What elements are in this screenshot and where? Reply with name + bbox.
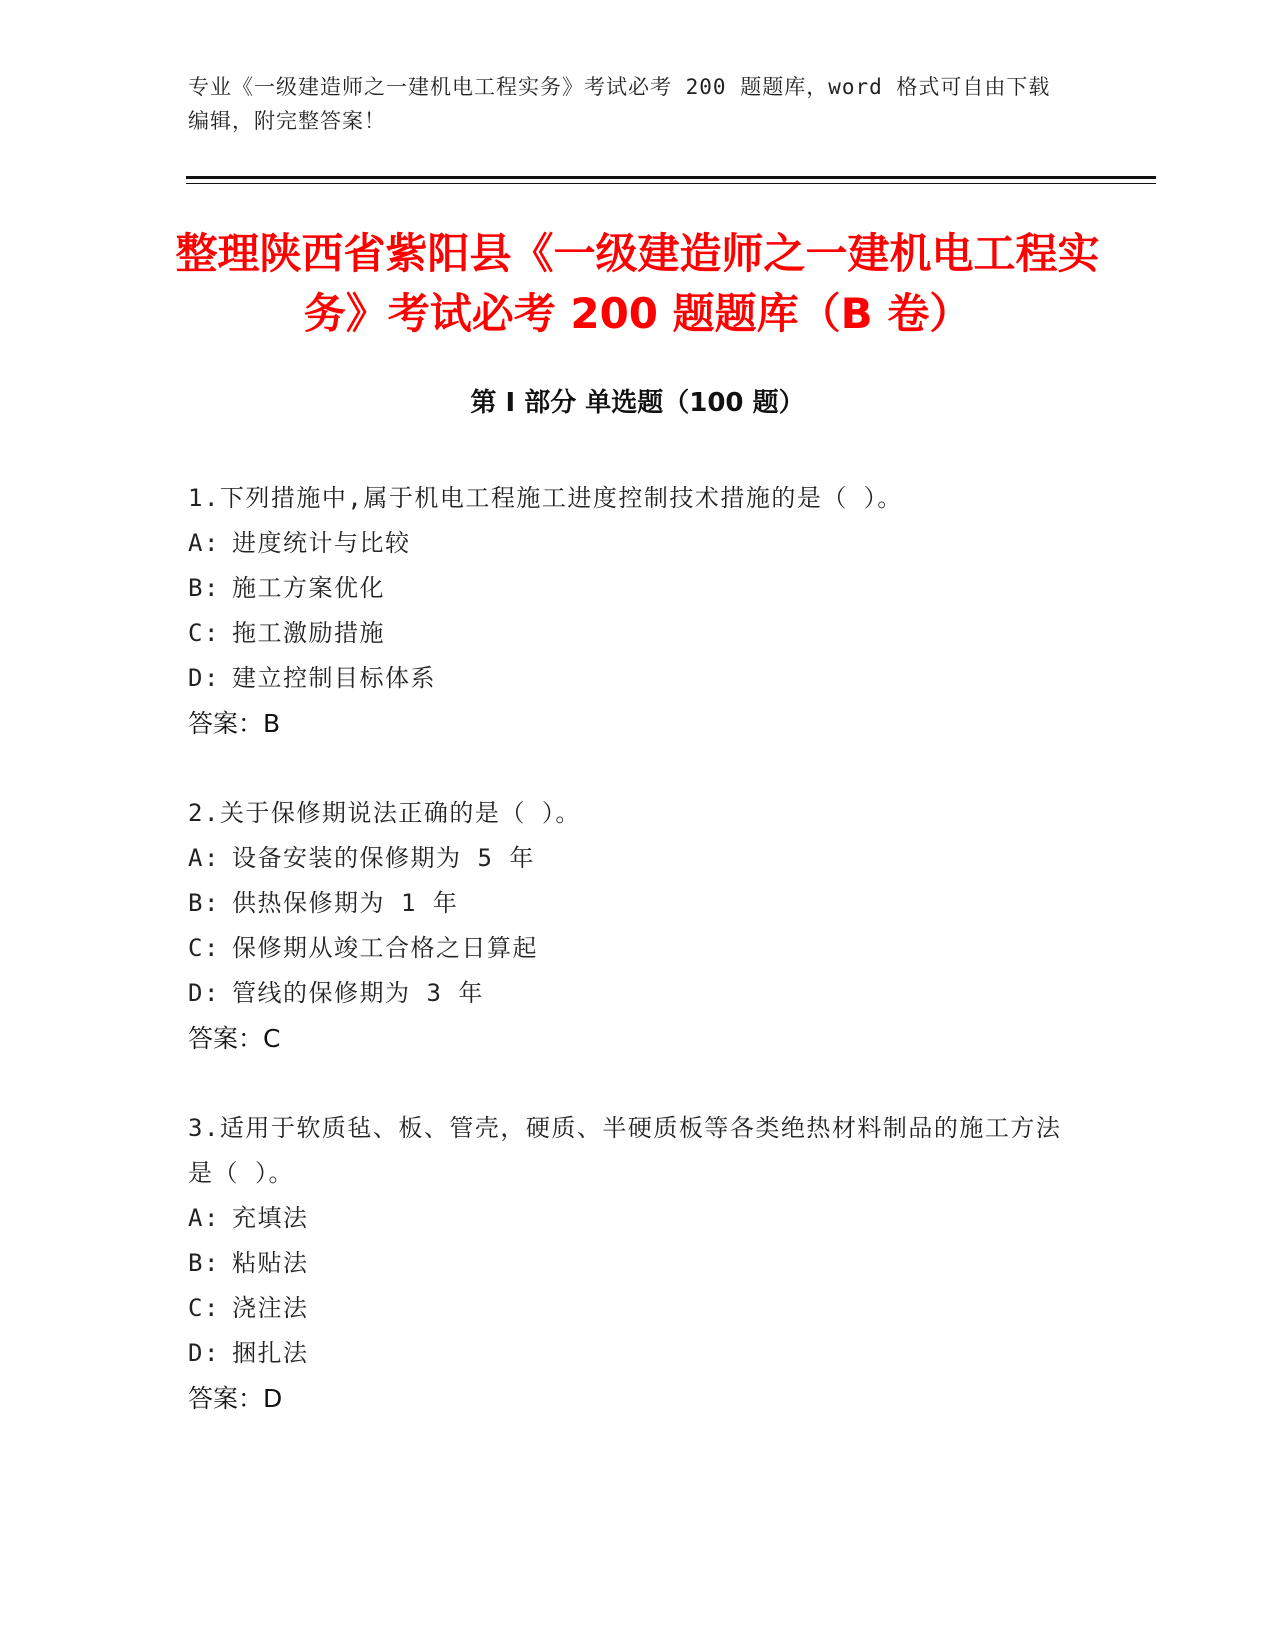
option-letter: B: — [188, 574, 220, 602]
answer: 答案：D — [188, 1384, 283, 1413]
answer: 答案：B — [188, 709, 281, 738]
option-text: 保修期从竣工合格之日算起 — [232, 934, 538, 962]
option-d — [188, 1331, 1068, 1376]
option-letter: A: — [188, 1204, 220, 1232]
option-c — [188, 926, 1068, 971]
option-text: 供热保修期为 1 年 — [232, 889, 459, 917]
question-2 — [188, 791, 1068, 1062]
option-b — [188, 566, 1068, 611]
option-text: 捆扎法 — [232, 1339, 309, 1367]
option-d — [188, 971, 1068, 1016]
header-divider-thin — [186, 183, 1156, 184]
option-text: 充填法 — [232, 1204, 309, 1232]
header-note: 专业《一级建造师之一建机电工程实务》考试必考 200 题题库，word 格式可自由下载编辑，附完整答案！ — [188, 75, 1051, 133]
option-letter: B: — [188, 889, 220, 917]
question-3 — [188, 1106, 1068, 1422]
option-b — [188, 1241, 1068, 1286]
option-letter: D: — [188, 979, 220, 1007]
option-letter: B: — [188, 1249, 220, 1277]
option-letter: D: — [188, 1339, 220, 1367]
option-text: 施工方案优化 — [232, 574, 385, 602]
question-1 — [188, 476, 1068, 747]
option-c — [188, 611, 1068, 656]
question-list — [188, 476, 1068, 1466]
option-text: 进度统计与比较 — [232, 529, 411, 557]
option-letter: D: — [188, 664, 220, 692]
option-a — [188, 1196, 1068, 1241]
answer: 答案：C — [188, 1024, 281, 1053]
option-b — [188, 881, 1068, 926]
question-stem: 3.适用于软质毡、板、管壳，硬质、半硬质板等各类绝热材料制品的施工方法是（ ）。 — [188, 1114, 1062, 1187]
section-title: 第 I 部分 单选题（100 题） — [470, 388, 805, 418]
option-text: 粘贴法 — [232, 1249, 309, 1277]
header-divider-thick — [186, 176, 1156, 179]
question-stem: 2.关于保修期说法正确的是（ ）。 — [188, 799, 581, 827]
option-c — [188, 1286, 1068, 1331]
option-a — [188, 521, 1068, 566]
option-letter: C: — [188, 619, 220, 647]
option-text: 管线的保修期为 3 年 — [232, 979, 484, 1007]
question-stem: 1.下列措施中,属于机电工程施工进度控制技术措施的是（ ）。 — [188, 484, 903, 512]
option-a — [188, 836, 1068, 881]
document-title: 整理陕西省紫阳县《一级建造师之一建机电工程实务》考试必考 200 题题库（B 卷） — [175, 229, 1100, 338]
option-d — [188, 656, 1068, 701]
option-letter: A: — [188, 529, 220, 557]
option-text: 设备安装的保修期为 5 年 — [232, 844, 535, 872]
option-text: 浇注法 — [232, 1294, 309, 1322]
option-letter: A: — [188, 844, 220, 872]
option-text: 拖工激励措施 — [232, 619, 385, 647]
option-letter: C: — [188, 1294, 220, 1322]
option-text: 建立控制目标体系 — [232, 664, 436, 692]
option-letter: C: — [188, 934, 220, 962]
